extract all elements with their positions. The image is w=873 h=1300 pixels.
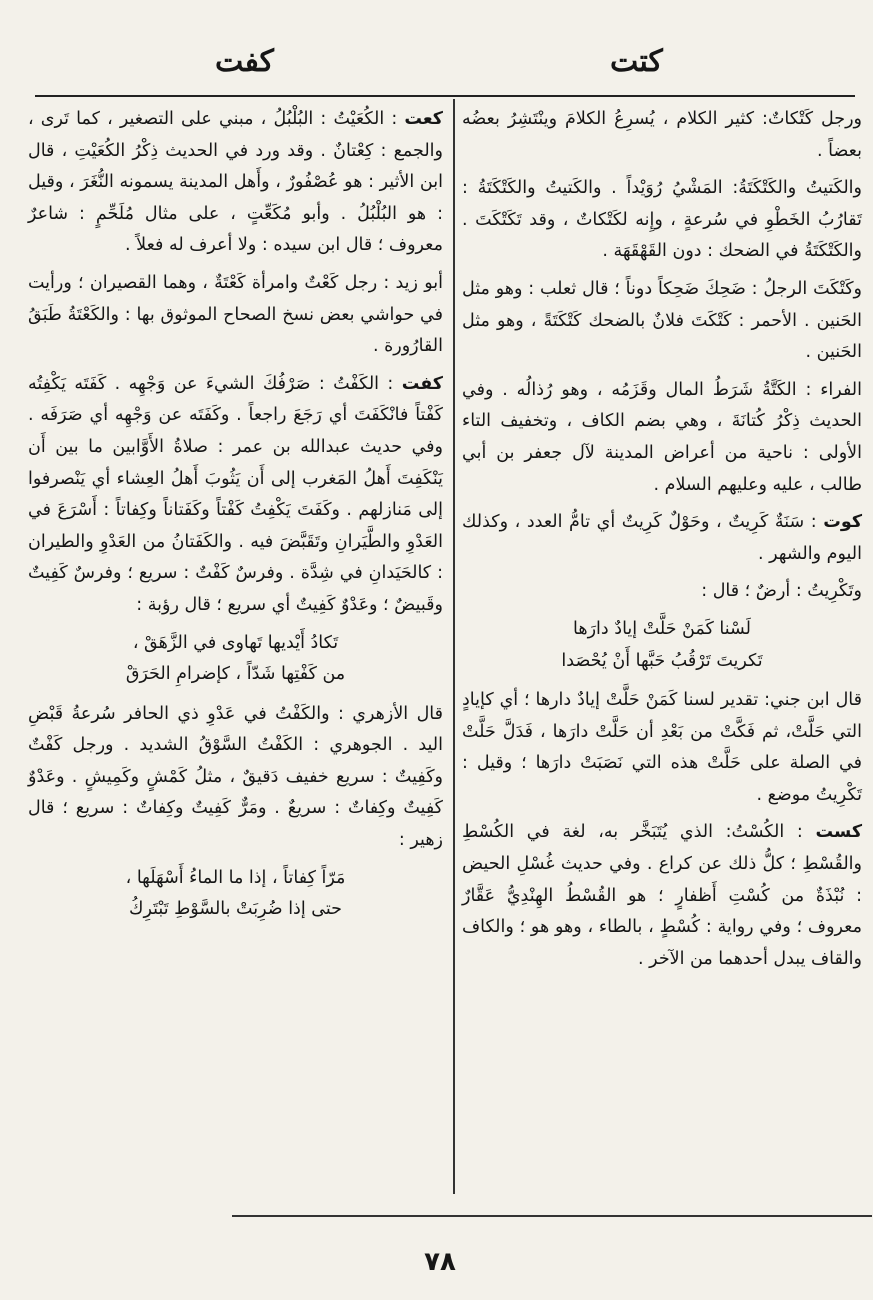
entry [462, 576, 862, 608]
entry-text: الفراء : الكَتَّةُ شَرَطُ المال وقَزَمُه ، وهو رُذالُه . وفي الحديث ذِكْرُ كُتانَةَ ، وهي بضم الكاف ، وتخفيف التاء الأولى : ناحية من أعراض المدينة لآل جعفر بن أبي طالب ، عليه وعليهم السلام . [462, 379, 862, 495]
verse-line: لَسْنا كَمَنْ حَلَّتْ إيادٌ دارَها [573, 618, 751, 639]
top-rule [35, 95, 855, 97]
entry [28, 104, 443, 262]
entry [462, 274, 862, 369]
verse-line: تَكادُ أَيْديها تَهاوى في الزَّهَقْ ، [132, 632, 339, 653]
entry [462, 685, 862, 811]
entry [462, 104, 862, 167]
entry-text: والكَتيتُ والكَتْكَتَةُ: المَشْيُ رُوَيْداً . والكَتيتُ والكَتْكَتَةُ : تَقارُبُ الخَطْوِ في سُرعةٍ ، وإِنه لكَتْكاتٌ ، وقد تَكَتْكَتَ . والكَتْكَتَةُ في الضحك : دون القَهْقَهَة . [462, 178, 862, 262]
entry [462, 173, 862, 268]
entry [462, 375, 862, 501]
bottom-rule [232, 1215, 872, 1217]
page-number: ٧٨ [424, 1247, 456, 1277]
verse-line: حتى إذا ضُرِبَتْ بالسَّوْطِ تَبْتَرِكُ [129, 899, 342, 920]
header-left-word: كفت [215, 44, 274, 79]
verse-block [28, 628, 443, 691]
entry-headword: كعت [404, 109, 443, 129]
entry-text: : سَنَةٌ كَرِيتٌ ، وحَوْلٌ كَرِيتٌ أي تامُّ العدد ، وكذلك اليوم والشهر . [462, 512, 862, 564]
entry [28, 369, 443, 622]
entry [28, 268, 443, 363]
verse-block [462, 614, 862, 677]
entry-text: أبو زيد : رجل كَعْتٌ وامرأة كَعْتَةٌ ، وهما القصيران ؛ ورأيت في حواشي بعض نسخ الصحاح الموثوق بها : والكَعْتَةُ طَبَقُ القارُورة . [28, 272, 443, 357]
verse-line: من كَفْتِها شَدّاً ، كإضرامِ الحَرَقْ [125, 664, 346, 685]
entry-text: قال الأزهري : والكَفْتُ في عَدْوِ ذي الحافر سُرعةُ قَبْضِ اليد . الجوهري : الكَفْتُ السَّوْقُ الشديد . ورجل كَفْتٌ وكَفِيتٌ : سريع خفيف دَقيقٌ ، مثلُ كَمْشٍ وكَمِيشٍ . وعَدْوٌ كَفِيتٌ وكِفاتٌ : سريعٌ . ومَرٌّ كَفِيتٌ وكِفاتٌ : سريع ؛ قال زهير : [28, 703, 443, 851]
entry [462, 817, 862, 975]
entry-headword: كوت [823, 512, 862, 533]
verse-block [28, 863, 443, 926]
entry-headword: كست [815, 822, 862, 843]
header-right-word: كتت [610, 44, 663, 79]
entry-headword: كفت [401, 373, 443, 394]
column-divider [453, 99, 455, 1194]
entry-text: ورجل كَتْكاتٌ: كثير الكلام ، يُسرِعُ الكلامَ وينْتَشِرُ بعضُه بعضاً . [462, 109, 862, 161]
left-column [28, 104, 443, 934]
entry [462, 507, 862, 570]
entry-text: وتَكْرِيتُ : أرضٌ ؛ قال : [701, 581, 862, 602]
entry-text: : الكُعَيْتُ : البُلْبُلُ ، مبني على التصغير ، كما تَرى ، والجمع : كِعْتانٌ . وقد ورد في الحديث ذِكْرُ الكُعَيْتِ ، قال ابن الأثير : هو عُصْفُورٌ ، وأَهل المدينة يسمونه النُّغَرَ ، وقيل : هو البُلْبُلُ . وأبو مُكَعِّتٍ ، على مثال مُلَحِّمٍ : شاعرٌ معروف ؛ قال ابن سيده : ولا أعرف له فعلاً . [28, 109, 443, 256]
verse-line: تَكريتَ تَرْقُبُ حَبَّها أَنْ يُحْصَدا [561, 650, 763, 671]
entry-text: وكَتْكَتَ الرجلُ : ضَحِكَ ضَحِكاً دوناً ؛ قال ثعلب : وهو مثل الحَنين . الأحمر : كَتْكَتَ فلانٌ بالضحك كَتْكَتَةً ، وهو مثل الحَنين . [462, 278, 862, 363]
entry-text: : الكُسْتُ: الذي يُتَبَخَّر به، لغة في الكُسْطِ والقُسْطِ ؛ كلُّ ذلك عن كراع . وفي حديث غُسْلِ الحيض : نُبْذَةٌ من كُسْتِ أَظفارٍ ؛ هو القُسْطُ الهِنْدِيُّ عَقَّارٌ معروف ؛ وفي رواية : كُسْطٍ ، بالطاء ، وهو هو ؛ والكاف والقاف يبدل أحدهما من الآخر . [462, 822, 862, 969]
entry [28, 699, 443, 857]
entry-text: قال ابن جني: تقدير لسنا كَمَنْ حَلَّتْ إيادٌ دارها ؛ أي كإيادٍ التي حَلَّتْ، ثم فَكَّتْ من بَعْدِ أن حَلَّتْ دارَها ، فَدَلَّ حَلَّتْ في الصلة على حَلَّتْ هذه التي نَصَبَتْ دارَها ؛ وقيل : تَكْرِيتُ موضع . [462, 690, 862, 805]
entry-text: : الكَفْتُ : صَرْفُكَ الشيءَ عن وَجْهِه . كَفَتَه يَكْفِتُه كَفْتاً فانْكَفَتَ أي رَجَعَ راجعاً . وكَفَتَه عن وَجْهِه أي صَرَفَه . وفي حديث عبدالله بن عمر : صلاةُ الأَوَّابين ما بين أَن يَنْكَفِتَ أَهلُ المَغرب إلى أَن يَثُوبَ أَهلُ العِشاء أي يَنْصرفوا إلى مَنازلهم . وكَفَتَ يَكْفِتُ كَفْتاً وكَفَتاناً وكِفاتاً : أَسْرَعَ في العَدْوِ والطَّيَرانِ وتَقَبَّضَ فيه . والكَفَتانُ من العَدْوِ والطيران : كالحَيَدانِ في شِدَّة . وفرسٌ كَفْتٌ : سريع ؛ وفرسٌ كَفِيتٌ وقَبيضٌ ؛ وعَدْوٌ كَفِيتٌ أي سريع ؛ قال رؤبة : [28, 373, 443, 615]
verse-line: مَرّاً كِفاتاً ، إذا ما الماءُ أَسْهَلَها ، [125, 867, 346, 888]
right-column [462, 104, 862, 981]
